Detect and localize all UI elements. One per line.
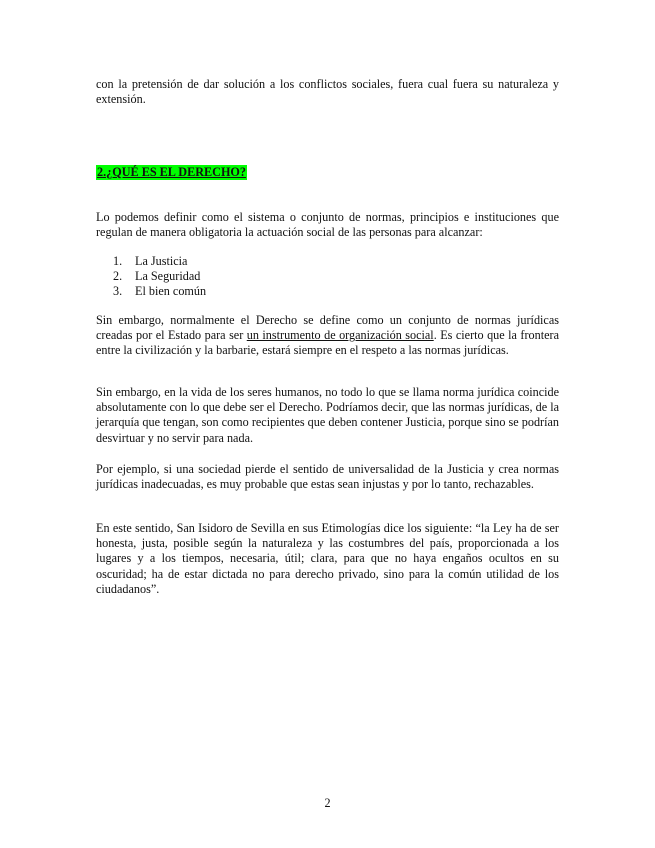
page-number: 2 <box>324 796 331 810</box>
goals-list <box>113 254 206 300</box>
list-item-text: La Seguridad <box>135 269 201 284</box>
list-item-text: El bien común <box>135 284 207 299</box>
list-item-number: 1. <box>113 254 123 268</box>
list-item <box>113 269 206 284</box>
organization-paragraph <box>96 313 559 359</box>
paragraph-text: Sin embargo, normalmente el Derecho se define como un conjunto de normas jurídicas creadas por el Estado para ser <box>96 313 559 343</box>
list-item-number: 2. <box>113 269 123 284</box>
list-item-text: La Justicia <box>135 254 188 268</box>
isidoro-quote-paragraph: En este sentido, San Isidoro de Sevilla en sus Etimologías dice los siguiente: “la Ley ha de ser honesta, justa, posible según la naturaleza y las costumbres del país, proporcionada a los lugares y a los tiempos, necesaria, útil; clara, para que no haya engaños ocultos en su oscuridad; ha de estar dictada no para derecho privado, sino para la común utilidad de los ciudadanos”. <box>96 521 559 596</box>
section-heading: 2.¿QUÉ ES EL DERECHO? <box>97 165 246 179</box>
definition-paragraph: Lo podemos definir como el sistema o conjunto de normas, principios e instituciones que regulan de manera obligatoria la actuación social de las personas para alcanzar: <box>96 210 559 240</box>
intro-paragraph: con la pretensión de dar solución a los conflictos sociales, fuera cual fuera su naturaleza y extensión. <box>96 77 559 107</box>
paragraph-text: . Es cierto que la frontera entre la civilización y la barbarie, estará siempre en el respeto a las normas jurídicas. <box>96 328 559 358</box>
list-item <box>113 254 206 269</box>
example-paragraph: Por ejemplo, si una sociedad pierde el sentido de universalidad de la Justicia y crea normas jurídicas inadecuadas, es muy probable que estas sean injustas y por lo tanto, rechazables. <box>96 462 559 492</box>
underlined-phrase: un instrumento de organización social <box>246 328 434 343</box>
list-item-number: 3. <box>113 284 123 299</box>
legal-norms-paragraph: Sin embargo, en la vida de los seres humanos, no todo lo que se llama norma jurídica coincide absolutamente con lo que debe ser el Derecho. Podríamos decir, que las normas jurídicas, de la jerarquía que tengan, son como recipientes que deben contener Justicia, porque sino se podrían desvirtuar y no servir para nada. <box>96 385 559 445</box>
list-item <box>113 284 206 299</box>
